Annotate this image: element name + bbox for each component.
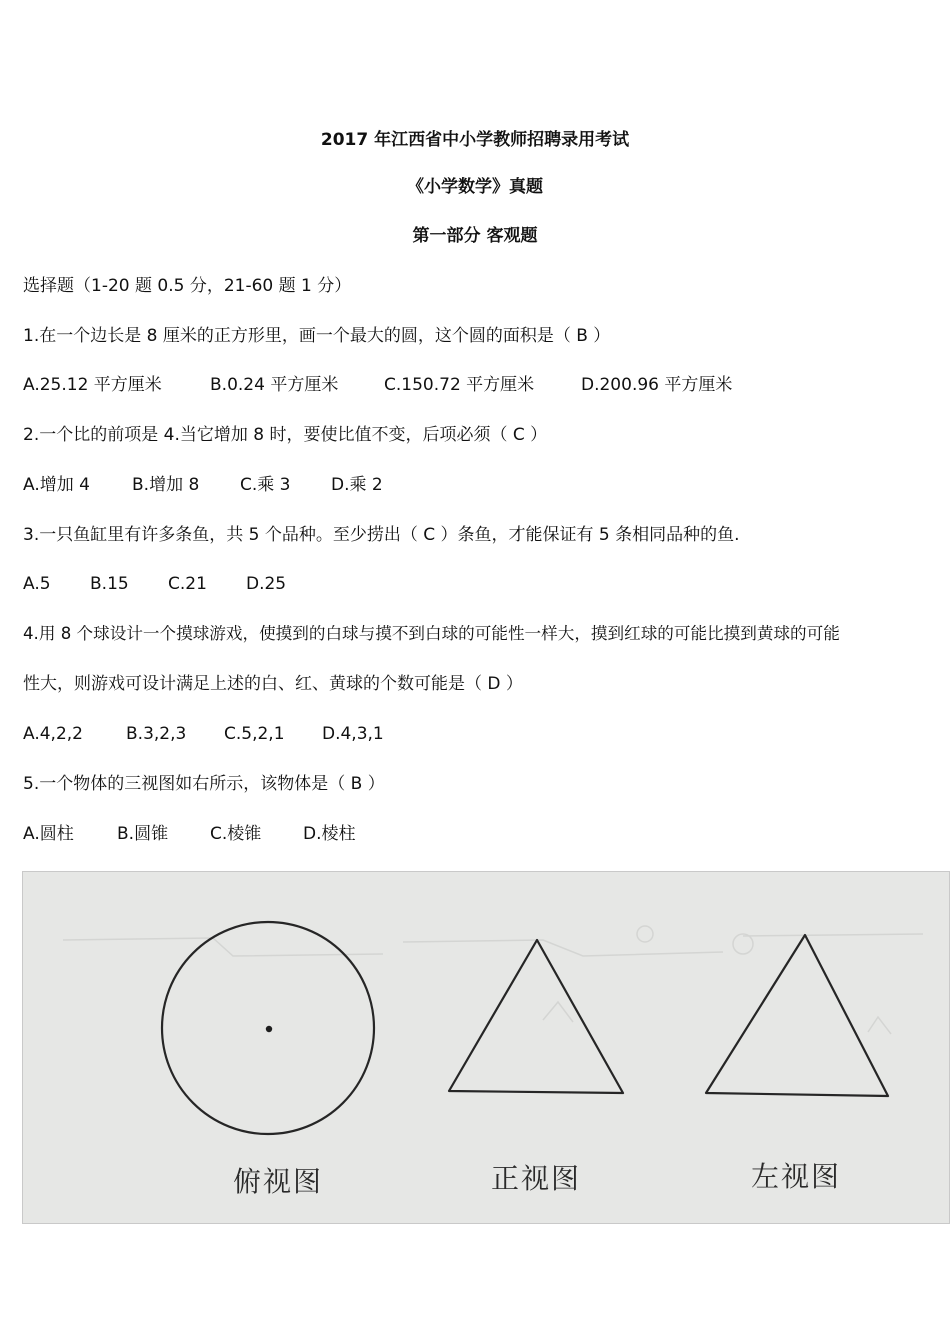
three-view-figure-photo (22, 871, 950, 1224)
top-view-label: 俯视图 (233, 1165, 324, 1198)
left-view-triangle (706, 935, 888, 1096)
question-2-stem: 2.一个比的前项是 4.当它增加 8 时，要使比值不变，后项必须（ C ） (23, 425, 548, 445)
question-5-stem: 5.一个物体的三视图如右所示，该物体是（ B ） (23, 774, 385, 794)
front-view-label: 正视图 (491, 1162, 582, 1195)
option-b: B.圆锥 (117, 824, 169, 844)
question-1-stem: 1.在一个边长是 8 厘米的正方形里，画一个最大的圆，这个圆的面积是（ B ） (23, 326, 611, 346)
question-4-stem-line2: 性大，则游戏可设计满足上述的白、红、黄球的个数可能是（ D ） (23, 674, 523, 694)
option-d: D.乘 2 (331, 475, 383, 495)
exam-title: 2017 年江西省中小学教师招聘录用考试 (320, 130, 630, 150)
option-d: D.4,3,1 (322, 724, 384, 744)
option-d: D.200.96 平方厘米 (581, 375, 733, 395)
exam-subtitle: 《小学数学》真题 (407, 177, 543, 197)
option-d: D.25 (246, 574, 287, 594)
option-c: C.5,2,1 (224, 724, 285, 744)
question-3-stem: 3.一只鱼缸里有许多条鱼，共 5 个品种。至少捞出（ C ）条鱼，才能保证有 5 条相同品种的鱼. (23, 525, 740, 545)
option-b: B.3,2,3 (126, 724, 187, 744)
option-a: A.圆柱 (23, 824, 74, 844)
option-a: A.5 (23, 574, 51, 594)
question-4-stem-line1: 4.用 8 个球设计一个摸球游戏，使摸到的白球与摸不到白球的可能性一样大，摸到红球的可能比摸到黄球的可能 (23, 624, 840, 643)
section-heading: 第一部分 客观题 (412, 226, 538, 246)
question-5-options (23, 823, 356, 845)
option-a: A.4,2,2 (23, 724, 83, 744)
option-a: A.增加 4 (23, 475, 90, 495)
show-through-marks (63, 926, 923, 1034)
left-view-label: 左视图 (751, 1160, 842, 1193)
top-view-center-dot (266, 1026, 272, 1032)
front-view-triangle (449, 940, 623, 1093)
option-c: C.乘 3 (240, 475, 291, 495)
option-c: C.150.72 平方厘米 (384, 375, 535, 395)
option-b: B.增加 8 (132, 475, 200, 495)
option-d: D.棱柱 (303, 824, 356, 844)
instructions: 选择题（1-20 题 0.5 分，21-60 题 1 分） (23, 276, 352, 296)
option-c: C.棱锥 (210, 824, 262, 844)
option-b: B.15 (90, 574, 129, 594)
option-c: C.21 (168, 574, 207, 594)
option-a: A.25.12 平方厘米 (23, 375, 162, 395)
question-2-options (23, 474, 383, 496)
question-1-options (23, 374, 732, 396)
option-b: B.0.24 平方厘米 (210, 375, 339, 395)
question-3-options (23, 573, 286, 595)
question-4-options (23, 723, 384, 745)
